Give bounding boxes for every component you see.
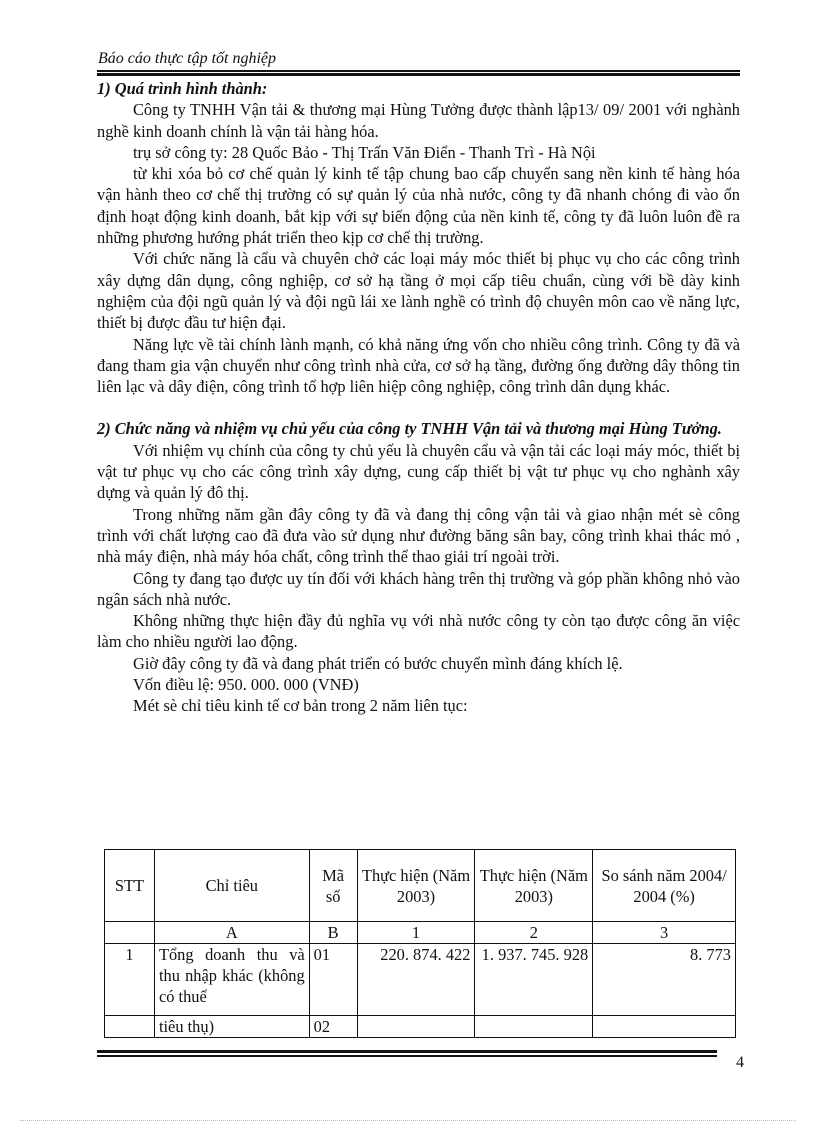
column-header: Mã số <box>309 850 357 922</box>
column-header: Chỉ tiêu <box>154 850 309 922</box>
code-cell: 1 <box>357 922 475 944</box>
code-cell: 2 <box>475 922 593 944</box>
table-row <box>105 1016 736 1038</box>
table-cell: tiêu thụ) <box>154 1016 309 1038</box>
body-text <box>97 78 740 717</box>
s1-paragraph: trụ sở công ty: 28 Quốc Bảo - Thị Trấn Văn Điển - Thanh Trì - Hà Nội <box>133 142 596 162</box>
table-row <box>105 944 736 1016</box>
table-cell <box>593 1016 736 1038</box>
column-header: Thực hiện (Năm 2003) <box>475 850 593 922</box>
table-header-row <box>105 850 736 922</box>
table-cell: 1. 937. 745. 928 <box>475 944 593 1016</box>
section-2-heading: 2) Chức năng và nhiệm vụ chủ yếu của công ty TNHH Vận tải và thương mại Hùng Tưởng. <box>97 419 722 439</box>
s1-paragraph: Công ty TNHH Vận tải & thương mại Hùng Tưởng được thành lập13/ 09/ 2001 với nghành nghề kinh doanh chính là vận tải hàng hóa. <box>97 100 740 141</box>
table-cell <box>105 1016 155 1038</box>
s2-paragraph: Mét sè chỉ tiêu kinh tế cơ bản trong 2 năm liên tục: <box>133 696 468 716</box>
column-header: STT <box>105 850 155 922</box>
s2-paragraph: Không những thực hiện đầy đủ nghĩa vụ với nhà nước công ty còn tạo được công ăn việc làm cho nhiều người lao động. <box>97 611 740 652</box>
page-number: 4 <box>736 1054 744 1071</box>
s1-paragraph: từ khi xóa bỏ cơ chế quản lý kinh tế tập chung bao cấp chuyển sang nền kinh tế hàng hóa vận hành theo cơ chế thị trường có sự quản lý của nhà nước, công ty đã nhanh chóng đi vào ổn định hoạt động kinh doanh, bắt kịp với sự biến động của nền kinh tế, công ty đã luôn luôn đề ra những phương hướng phát triển theo kịp cơ chế thị trường. <box>97 164 740 248</box>
s1-paragraph: Năng lực về tài chính lành mạnh, có khả năng ứng vốn cho nhiều công trình. Công ty đã và đang tham gia vận chuyển như công trình nhà cửa, cơ sở hạ tầng, đường ống đường dây thông tin liên lạc và dây điện, công trình tổ hợp liên hiệp công nghiệp, công trình dân dụng khác. <box>97 334 740 397</box>
column-header: Thực hiện (Năm 2003) <box>357 850 475 922</box>
code-cell: 3 <box>593 922 736 944</box>
column-header: So sánh năm 2004/ 2004 (%) <box>593 850 736 922</box>
code-cell: B <box>309 922 357 944</box>
s2-paragraph: Công ty đang tạo được uy tín đối với khách hàng trên thị trường và góp phần không nhỏ vào ngân sách nhà nước. <box>97 568 740 609</box>
code-cell <box>105 922 155 944</box>
table-cell: 02 <box>309 1016 357 1038</box>
table-cell <box>475 1016 593 1038</box>
table-cell: 1 <box>105 944 155 1016</box>
table-cell: 220. 874. 422 <box>357 944 475 1016</box>
section-1-heading: 1) Quá trình hình thành: <box>97 79 268 98</box>
running-header: Báo cáo thực tập tốt nghiệp <box>98 50 277 67</box>
code-cell: A <box>154 922 309 944</box>
s2-paragraph: Vốn điều lệ: 950. 000. 000 (VNĐ) <box>133 675 359 695</box>
header-rule-thin <box>97 70 740 72</box>
table-code-row <box>105 922 736 944</box>
table-cell <box>357 1016 475 1038</box>
footer-rule-thin <box>97 1055 717 1057</box>
economic-indicators-table <box>104 849 736 1038</box>
footer-rule-thick <box>97 1050 717 1053</box>
page-edge-divider <box>20 1120 796 1121</box>
table-cell: 8. 773 <box>593 944 736 1016</box>
s2-paragraph: Giờ đây công ty đã và đang phát triển có bước chuyển mình đáng khích lệ. <box>133 653 623 673</box>
header-rule-thick <box>97 73 740 76</box>
s1-paragraph: Với chức năng là cẩu và chuyên chở các loại máy móc thiết bị phục vụ cho các công trình xây dựng dân dụng, công nghiệp, cơ sở hạ tầng ở mọi cấp tiêu chuẩn, cùng với bề dày kinh nghiệm của đội ngũ quản lý và đội ngũ lái xe lành nghề có trình độ chuyên môn cao về năng lực, thiết bị được đầu tư hiện đại. <box>97 249 740 333</box>
table-cell: Tổng doanh thu và thu nhập khác (không có thuế <box>154 944 309 1016</box>
s2-paragraph: Với nhiệm vụ chính của công ty chủ yếu là chuyên cẩu và vận tải các loại máy móc, thiết bị vật tư phục vụ cho các công trình xây dựng, cung cấp thiết bị vật tư phục vụ cho nghành xây dựng và quản lý đô thị. <box>97 440 740 503</box>
s2-paragraph: Trong những năm gần đây công ty đã và đang thị công vận tải và giao nhận mét sè công trình với chất lượng cao đã đưa vào sử dụng như đường băng sân bay, công trình khai thác mỏ , nhà máy điện, nhà máy hóa chất, công trình thể thao giải trí ngoài trời. <box>97 504 740 567</box>
table-cell: 01 <box>309 944 357 1016</box>
